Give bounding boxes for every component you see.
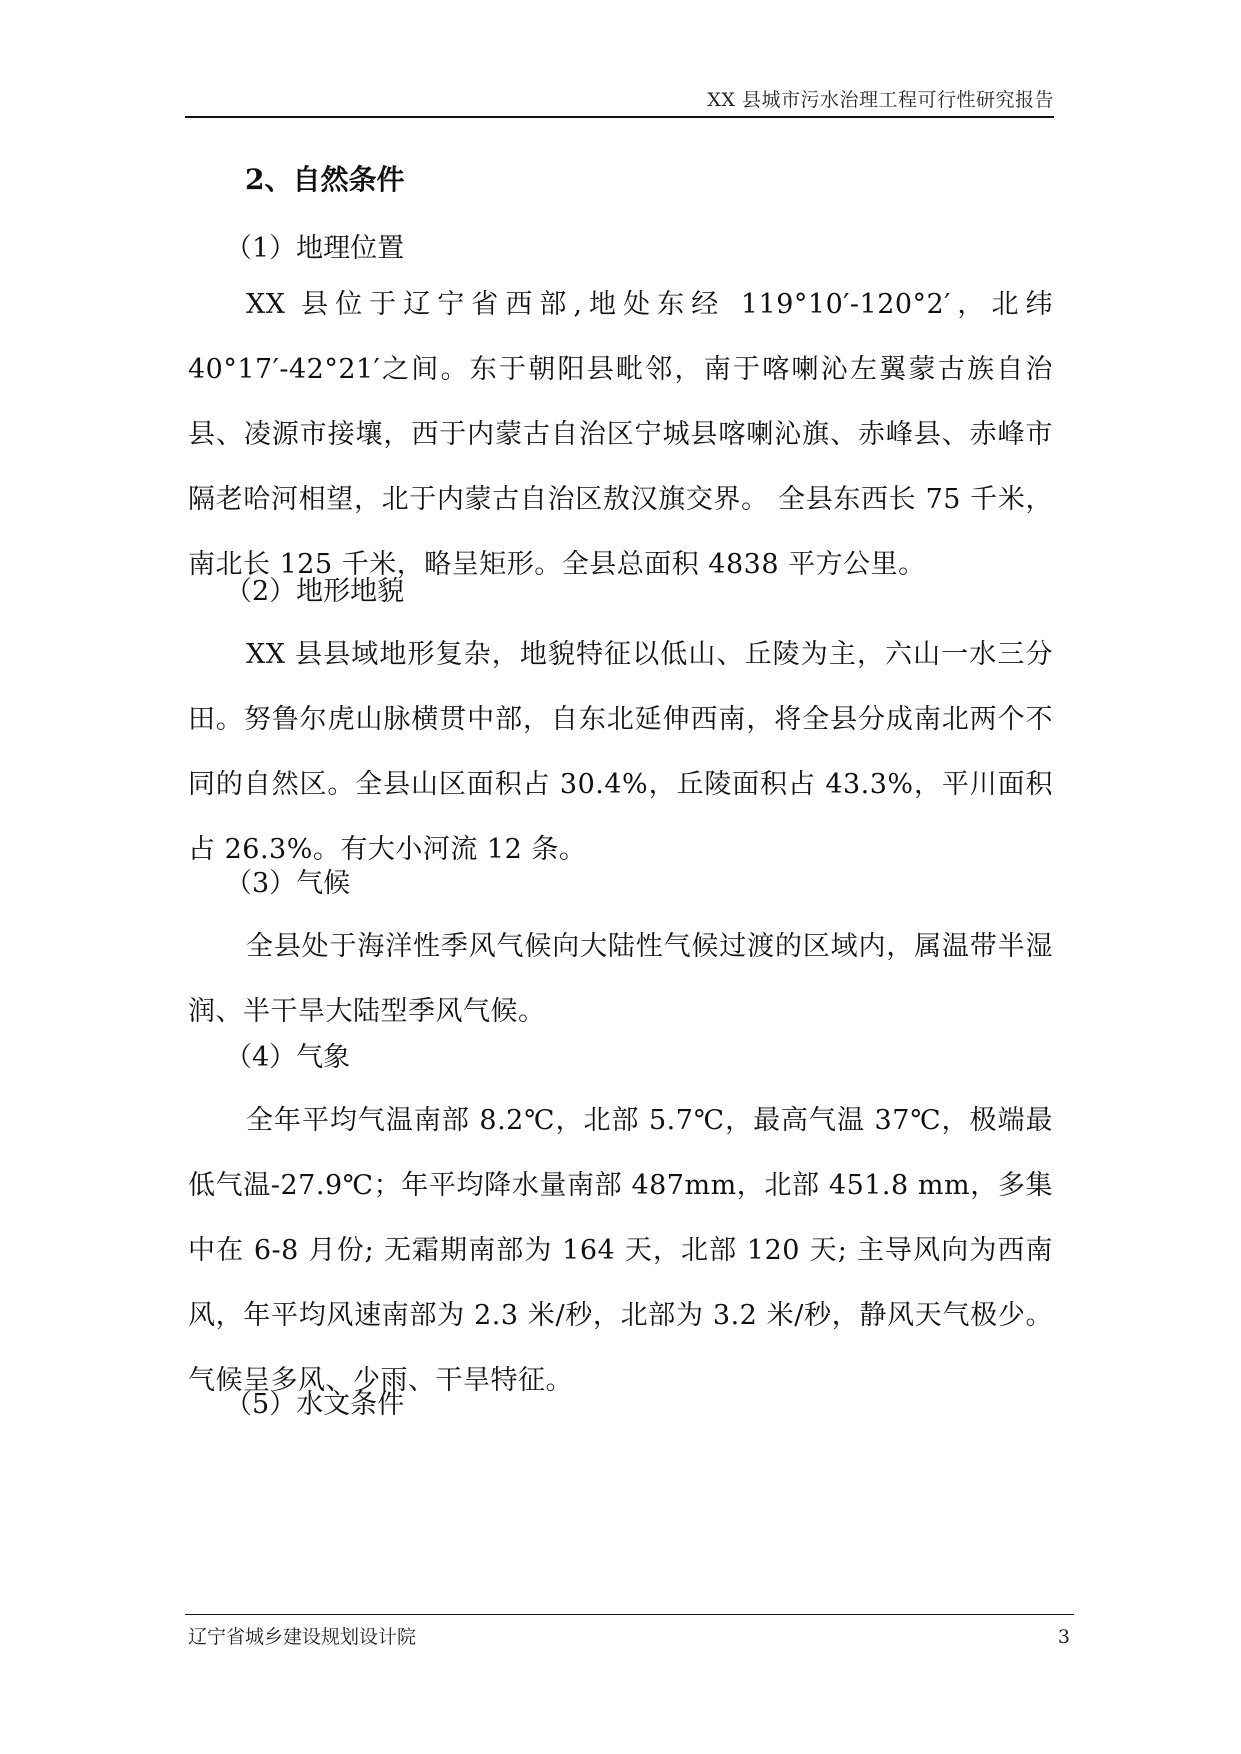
paragraph-terrain: XX 县县域地形复杂，地貌特征以低山、丘陵为主，六山一水三分田。努鲁尔虎山脉横贯中部，自东北延伸西南，将全县分成南北两个不同的自然区。全县山区面积占 30.4%，丘陵面积占 43.3%，平川面积占 26.3%。有大小河流 12 条。 [188, 639, 1053, 865]
paragraph-climate: 全县处于海洋性季风气候向大陆性气候过渡的区域内，属温带半湿润、半干旱大陆型季风气候。 [188, 931, 1053, 1027]
page-number: 3 [1057, 1626, 1070, 1648]
header-divider [185, 116, 1054, 118]
subsection-heading-meteorology: （4）气象 [225, 1042, 351, 1073]
footer-divider [185, 1614, 1074, 1615]
subsection-heading-location: （1）地理位置 [225, 233, 405, 264]
page-header-title: XX 县城市污水治理工程可行性研究报告 [707, 89, 1054, 111]
subsection-heading-climate: （3）气候 [225, 868, 351, 899]
paragraph-meteorology: 全年平均气温南部 8.2℃，北部 5.7℃，最高气温 37℃，极端最低气温-27.9℃；年平均降水量南部 487mm，北部 451.8 mm，多集中在 6-8 月份; 无霜期南部为 164 天，北部 120 天; 主导风向为西南风，年平均风速南部为 2.3 米/秒，北部为 3.2 米/秒，静风天气极少。气候呈多风、少雨、干旱特征。 [188, 1105, 1053, 1396]
paragraph-location: XX 县位于辽宁省西部,地处东经 119°10′-120°2′，北纬 40°17′-42°21′之间。东于朝阳县毗邻，南于喀喇沁左翼蒙古族自治县、凌源市接壤，西于内蒙古自治区宁城县喀喇沁旗、赤峰县、赤峰市隔老哈河相望，北于内蒙古自治区敖汉旗交界。 全县东西长 75 千米，南北长 125 千米，略呈矩形。全县总面积 4838 平方公里。 [188, 289, 1053, 580]
subsection-heading-hydrology: （5）水文条件 [225, 1389, 405, 1420]
footer-organization: 辽宁省城乡建设规划设计院 [188, 1626, 417, 1648]
subsection-heading-terrain: （2）地形地貌 [225, 576, 405, 607]
section-title: 2、自然条件 [245, 163, 405, 196]
